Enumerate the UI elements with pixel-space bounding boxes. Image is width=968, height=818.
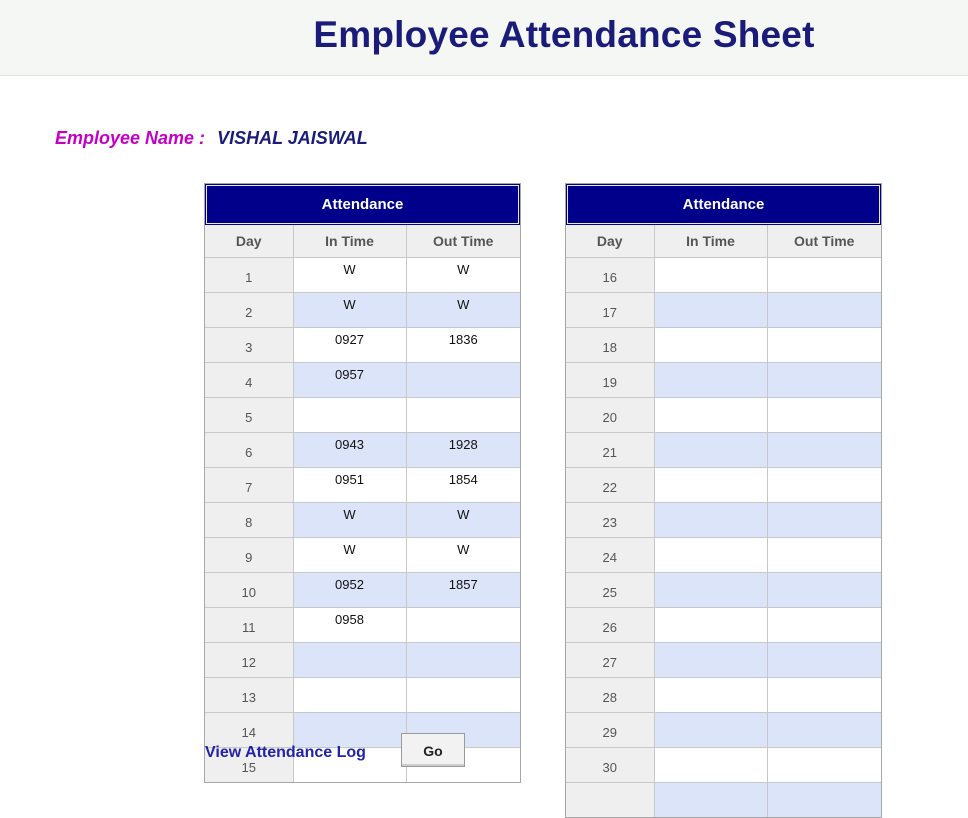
employee-name-row bbox=[55, 128, 368, 149]
out-time-cell: 1857 bbox=[406, 573, 520, 608]
in-time-cell bbox=[293, 678, 406, 713]
table-row bbox=[566, 573, 881, 608]
in-time-cell: 0958 bbox=[293, 608, 406, 643]
out-time-cell bbox=[406, 643, 520, 678]
table-row bbox=[205, 328, 520, 363]
out-time-cell bbox=[767, 468, 881, 503]
in-time-cell: W bbox=[293, 293, 406, 328]
table-header-row bbox=[566, 225, 881, 258]
in-time-cell bbox=[654, 713, 767, 748]
table-row bbox=[566, 713, 881, 748]
day-cell: 23 bbox=[566, 503, 654, 538]
table-row bbox=[205, 363, 520, 398]
table-row bbox=[566, 258, 881, 293]
in-time-cell bbox=[654, 538, 767, 573]
out-time-cell bbox=[767, 643, 881, 678]
table-row bbox=[205, 608, 520, 643]
day-cell: 20 bbox=[566, 398, 654, 433]
table-row bbox=[205, 398, 520, 433]
day-cell: 7 bbox=[205, 468, 293, 503]
in-time-cell bbox=[654, 328, 767, 363]
table-row bbox=[205, 433, 520, 468]
out-time-cell bbox=[767, 608, 881, 643]
table-row bbox=[205, 468, 520, 503]
day-cell: 17 bbox=[566, 293, 654, 328]
out-time-cell bbox=[406, 608, 520, 643]
day-cell: 19 bbox=[566, 363, 654, 398]
in-time-cell: W bbox=[293, 258, 406, 293]
out-time-cell bbox=[767, 573, 881, 608]
day-cell: 10 bbox=[205, 573, 293, 608]
table-row bbox=[205, 573, 520, 608]
view-attendance-log-label: View Attendance Log bbox=[205, 744, 366, 761]
in-time-cell bbox=[654, 363, 767, 398]
in-time-cell bbox=[654, 258, 767, 293]
in-time-cell: 0951 bbox=[293, 468, 406, 503]
column-header-out-time: Out Time bbox=[406, 225, 520, 258]
table-row bbox=[205, 538, 520, 573]
in-time-cell bbox=[654, 608, 767, 643]
in-time-cell bbox=[654, 748, 767, 783]
table-row bbox=[566, 433, 881, 468]
out-time-cell: W bbox=[406, 503, 520, 538]
table-row bbox=[566, 538, 881, 573]
table-header-row bbox=[205, 225, 520, 258]
day-cell: 28 bbox=[566, 678, 654, 713]
in-time-cell bbox=[654, 293, 767, 328]
table-row bbox=[566, 643, 881, 678]
in-time-cell bbox=[293, 643, 406, 678]
in-time-cell bbox=[654, 468, 767, 503]
out-time-cell bbox=[767, 503, 881, 538]
out-time-cell: 1928 bbox=[406, 433, 520, 468]
out-time-cell bbox=[767, 328, 881, 363]
out-time-cell bbox=[767, 783, 881, 818]
in-time-cell bbox=[654, 783, 767, 818]
table-row bbox=[566, 678, 881, 713]
day-cell: 15 bbox=[205, 748, 293, 783]
day-cell bbox=[566, 783, 654, 818]
out-time-cell bbox=[767, 538, 881, 573]
in-time-cell: 0927 bbox=[293, 328, 406, 363]
day-cell: 1 bbox=[205, 258, 293, 293]
day-cell: 6 bbox=[205, 433, 293, 468]
in-time-cell bbox=[293, 713, 406, 748]
column-header-day: Day bbox=[566, 225, 654, 258]
out-time-cell bbox=[767, 748, 881, 783]
day-cell: 12 bbox=[205, 643, 293, 678]
out-time-cell bbox=[406, 363, 520, 398]
day-cell: 24 bbox=[566, 538, 654, 573]
in-time-cell: 0943 bbox=[293, 433, 406, 468]
day-cell: 5 bbox=[205, 398, 293, 433]
out-time-cell: W bbox=[406, 258, 520, 293]
column-header-day: Day bbox=[205, 225, 293, 258]
table-row bbox=[566, 328, 881, 363]
day-cell: 29 bbox=[566, 713, 654, 748]
in-time-cell bbox=[293, 398, 406, 433]
table-row bbox=[566, 363, 881, 398]
column-header-in-time: In Time bbox=[293, 225, 406, 258]
employee-name-value: VISHAL JAISWAL bbox=[217, 128, 368, 148]
day-cell: 8 bbox=[205, 503, 293, 538]
table-row bbox=[566, 398, 881, 433]
table-row bbox=[566, 293, 881, 328]
table-row bbox=[205, 258, 520, 293]
out-time-cell: 1836 bbox=[406, 328, 520, 363]
out-time-cell bbox=[767, 293, 881, 328]
table-row bbox=[566, 468, 881, 503]
day-cell: 16 bbox=[566, 258, 654, 293]
in-time-cell bbox=[654, 643, 767, 678]
table-row bbox=[205, 293, 520, 328]
attendance-table-title: Attendance bbox=[567, 185, 880, 224]
out-time-cell bbox=[767, 433, 881, 468]
day-cell: 11 bbox=[205, 608, 293, 643]
day-cell: 25 bbox=[566, 573, 654, 608]
in-time-cell: 0952 bbox=[293, 573, 406, 608]
day-cell: 30 bbox=[566, 748, 654, 783]
in-time-cell: 0957 bbox=[293, 363, 406, 398]
in-time-cell: W bbox=[293, 538, 406, 573]
day-cell: 4 bbox=[205, 363, 293, 398]
out-time-cell bbox=[767, 363, 881, 398]
table-row bbox=[205, 713, 520, 748]
day-cell: 3 bbox=[205, 328, 293, 363]
day-cell: 13 bbox=[205, 678, 293, 713]
out-time-cell: 1854 bbox=[406, 468, 520, 503]
out-time-cell bbox=[406, 398, 520, 433]
out-time-cell bbox=[767, 713, 881, 748]
column-header-out-time: Out Time bbox=[767, 225, 881, 258]
go-button[interactable]: Go bbox=[401, 733, 465, 767]
day-cell: 9 bbox=[205, 538, 293, 573]
out-time-cell bbox=[767, 258, 881, 293]
page-title: Employee Attendance Sheet bbox=[313, 14, 815, 55]
table-row bbox=[566, 503, 881, 538]
out-time-cell bbox=[767, 678, 881, 713]
day-cell: 2 bbox=[205, 293, 293, 328]
employee-name-label: Employee Name : bbox=[55, 128, 206, 148]
out-time-cell bbox=[767, 398, 881, 433]
in-time-cell bbox=[654, 503, 767, 538]
in-time-cell bbox=[654, 398, 767, 433]
day-cell: 14 bbox=[205, 713, 293, 748]
table-row bbox=[566, 608, 881, 643]
day-cell: 21 bbox=[566, 433, 654, 468]
day-cell: 27 bbox=[566, 643, 654, 678]
day-cell: 22 bbox=[566, 468, 654, 503]
out-time-cell: W bbox=[406, 293, 520, 328]
day-cell: 26 bbox=[566, 608, 654, 643]
table-row bbox=[205, 643, 520, 678]
page-header bbox=[0, 0, 968, 76]
in-time-cell bbox=[654, 433, 767, 468]
in-time-cell bbox=[654, 573, 767, 608]
out-time-cell bbox=[406, 678, 520, 713]
in-time-cell: W bbox=[293, 503, 406, 538]
table-row bbox=[566, 783, 881, 818]
day-cell: 18 bbox=[566, 328, 654, 363]
table-row bbox=[566, 748, 881, 783]
in-time-cell bbox=[654, 678, 767, 713]
column-header-in-time: In Time bbox=[654, 225, 767, 258]
attendance-table-title: Attendance bbox=[206, 185, 519, 224]
attendance-table-days-16-30 bbox=[565, 183, 882, 818]
table-row bbox=[205, 678, 520, 713]
table-row bbox=[205, 503, 520, 538]
attendance-table-days-1-15 bbox=[204, 183, 521, 783]
out-time-cell: W bbox=[406, 538, 520, 573]
